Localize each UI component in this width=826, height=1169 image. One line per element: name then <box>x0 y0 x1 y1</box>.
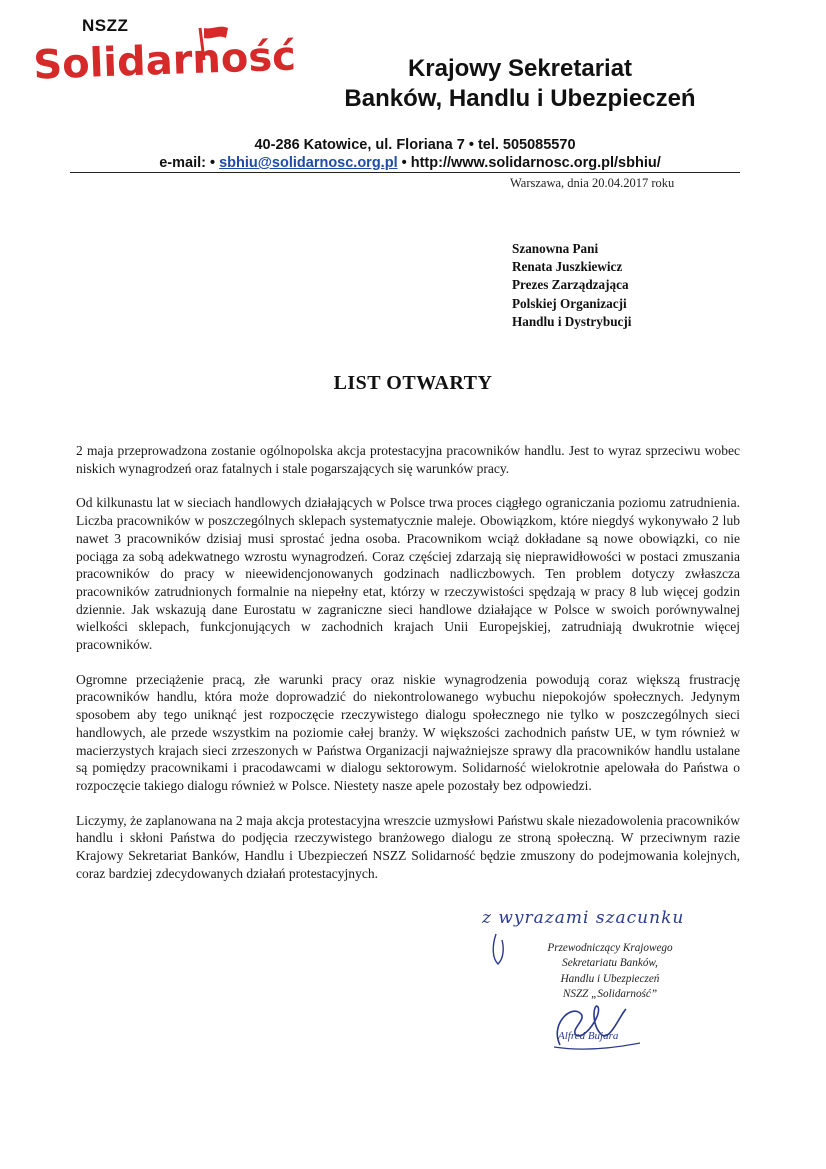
recipient-line: Handlu i Dystrybucji <box>512 313 632 329</box>
recipient-line: Renata Juszkiewicz <box>512 259 623 275</box>
website-link[interactable]: • http://www.solidarnosc.org.pl/sbhiu/ <box>401 155 661 171</box>
letter-body <box>76 442 740 899</box>
recipient-line: Prezes Zarządzająca <box>512 277 629 293</box>
org-name-line-1: Krajowy Sekretariat <box>407 55 633 82</box>
body-paragraph: Od kilkunastu lat w sieciach handlowych działających w Polsce trwa proces ciągłego ograniczania poziomu zatrudnienia. Liczba pracowników w poszczególnych sklepach systematycznie maleje. Obowiązkom, które niegdyś wykonywało 2 lub nawet 3 pracowników dzisiaj musi sprostać jedna osoba. Pracownikom wciąż dokładane są nowe obowiązki, co nie pociąga za sobą adekwatnego wzrostu wynagrodzeń. Coraz częściej zdarzają się nieprawidłowości w postaci zmuszania pracowników do pracy w nieewidencjonowanych godzinach nadliczbowych. Ten problem dotyczy zwłaszcza pracowników zatrudnionych formalnie na niepełny etat, którzy w rzeczywistości spędzają w pracy 8 lub więcej godzin dziennie. Jak wskazują dane Eurostatu w zagraniczne sieci handlowe działające w Polsce w swoich porównywalnej wielkości sklepach, funkcjonujących w zachodnich krajach Unii Europejskiej, zatrudniają dwukrotnie więcej pracowników. <box>76 495 740 653</box>
position-line: Handlu i Ubezpieczeń <box>560 972 660 985</box>
email-link[interactable]: sbhiu@solidarnosc.org.pl <box>219 155 398 171</box>
recipient-block <box>512 240 631 331</box>
dateline: Warszawa, dnia 20.04.2017 roku <box>510 176 675 190</box>
body-paragraph: Ogromne przeciążenie pracą, złe warunki pracy oraz niskie wynagrodzenia powodują coraz większą frustrację pracowników handlu, która może doprowadzić do niekontrolowanego wybuchu niepokojów społecznych. Jedynym sposobem aby tego uniknąć jest rozpoczęcie rzeczywistego dialogu społecznego nie tylko w poszczególnych sieci handlowych, ale przede wszystkim na poziomie całej branży. W większości zachodnich państw UE, w tym również w macierzystych krajach sieci zrzeszonych w Państwa Organizacji najważniejsze sprawy dla pracowników handlu ustalane są pomiędzy pracownikami i pracodawcami w dialogu sektorowym. Solidarność wielokrotnie apelowała do Państwa o rozpoczęcie takiego dialogu również w Polsce. Niestety nasze apele pozostały bez odpowiedzi. <box>76 671 740 793</box>
signer-name: Alfred Bujara <box>558 1030 619 1042</box>
recipient-line: Szanowna Pani <box>512 241 599 256</box>
organization-name <box>270 54 770 114</box>
position-line: Przewodniczący Krajowego <box>547 942 673 954</box>
handwritten-flourish <box>478 930 518 970</box>
recipient-line: Polskiej Organizacji <box>512 295 627 311</box>
org-name-line-2: Banków, Handlu i Ubezpieczeń <box>344 85 696 112</box>
body-paragraph: 2 maja przeprowadzona zostanie ogólnopolska akcja protestacyjna pracowników handlu. Jest to wyraz sprzeciwu wobec niskich wynagrodzeń oraz fatalnych i stale pogarszających się warunków pracy. <box>76 443 740 476</box>
position-line: Sekretariatu Banków, <box>562 957 658 970</box>
handwritten-signature <box>540 995 650 1055</box>
address-line: 40-286 Katowice, ul. Floriana 7 • tel. 505085570 <box>254 137 576 153</box>
signatory-position <box>520 941 700 1003</box>
handwritten-greeting: z wyrazami szacunku <box>482 908 685 928</box>
contact-line <box>100 155 720 171</box>
letterhead-divider <box>70 172 740 173</box>
email-label: e-mail: • <box>159 155 216 171</box>
svg-text:Solidarność: Solidarność <box>32 33 297 89</box>
letter-title: LIST OTWARTY <box>333 372 493 394</box>
position-line: NSZZ „Solidarność” <box>562 988 658 1001</box>
body-paragraph: Liczymy, że zaplanowana na 2 maja akcja protestacyjna wreszcie uzmysłowi Państwu skale niezadowolenia pracowników handlu i skłoni Państwa do podjęcia rzeczywistego branżowego dialogu ze stroną społeczną. W przeciwnym razie Krajowy Sekretariat Banków, Handlu i Ubezpieczeń NSZZ Solidarność będzie zmuszony do podejmowania kolejnych, coraz bardziej zdecydowanych działań protestacyjnych. <box>76 812 740 881</box>
logo-nszz-label: NSZZ <box>82 16 129 35</box>
